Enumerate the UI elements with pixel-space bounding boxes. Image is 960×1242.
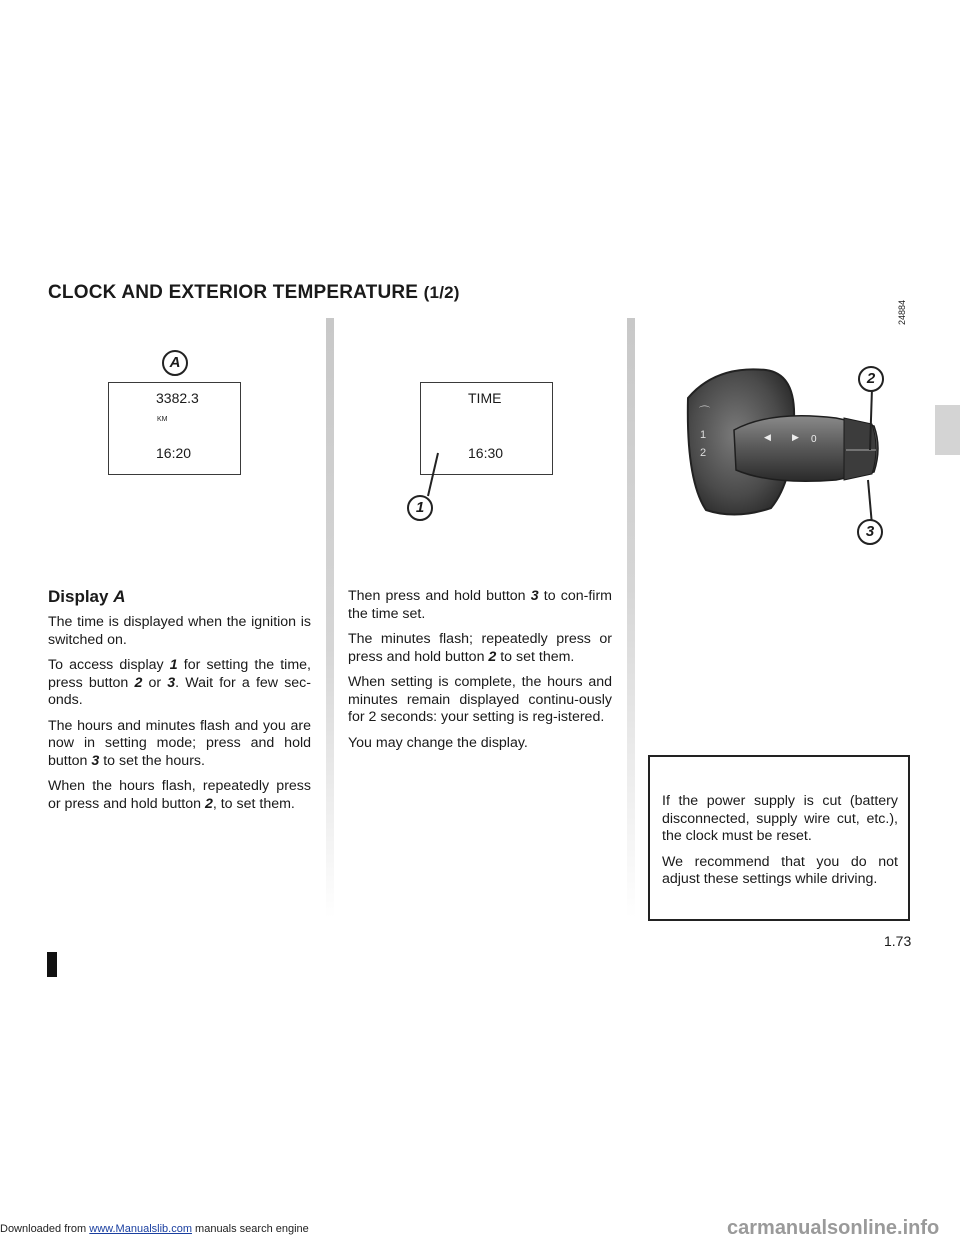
- manualslib-link[interactable]: www.Manualslib.com: [89, 1223, 192, 1235]
- svg-text:⌒: ⌒: [699, 406, 710, 418]
- section-tab: [935, 405, 960, 455]
- svg-text:2: 2: [700, 447, 707, 459]
- odometer-unit: KM: [157, 416, 168, 423]
- paragraph: The time is displayed when the ignition is switched on.: [48, 614, 311, 648]
- title-main: CLOCK AND EXTERIOR TEMPERATURE: [48, 282, 419, 303]
- callout-2: 2: [858, 366, 884, 392]
- paragraph: When the hours flash, repeatedly press or press and hold button 2, to set them.: [48, 778, 311, 812]
- display-a-screen: [108, 382, 241, 475]
- clock-time: 16:20: [156, 445, 192, 461]
- callout-1: 1: [407, 495, 433, 521]
- callout-1-leader: [420, 450, 450, 500]
- time-setting-label: TIME: [468, 390, 502, 406]
- figure-reference: 24884: [897, 299, 907, 325]
- svg-text:◀: ◀: [764, 432, 771, 442]
- paragraph: When setting is complete, the hours and minutes remain displayed continu-ously for 2 seconds: your setting is reg-istered.: [348, 674, 612, 725]
- paragraph: Then press and hold button 3 to con-firm the time set.: [348, 588, 612, 622]
- svg-text:0: 0: [811, 434, 817, 445]
- svg-text:1: 1: [700, 429, 707, 441]
- heading-letter: A: [113, 587, 126, 606]
- callout-leaders: [850, 380, 890, 530]
- paragraph: The minutes flash; repeatedly press or press and hold button 2 to set them.: [348, 631, 612, 665]
- paragraph: To access display 1 for setting the time, press button 2 or 3. Wait for a few sec-onds.: [48, 657, 311, 708]
- title-part: (1/2): [423, 283, 460, 302]
- watermark-site: carmanualsonline.info: [727, 1217, 940, 1239]
- heading-text: Display: [48, 587, 109, 606]
- page-title: [48, 282, 460, 304]
- paragraph: The hours and minutes flash and you are now in setting mode; press and hold button 3 to set the hours.: [48, 717, 311, 769]
- column-divider-right: [627, 318, 635, 918]
- time-setting-value: 16:30: [468, 445, 504, 461]
- note-box: [648, 755, 910, 921]
- footer-download-note: Downloaded from www.Manualslib.com manuals search engine: [0, 1223, 309, 1235]
- svg-text:▶: ▶: [792, 432, 799, 442]
- callout-3: 3: [857, 519, 883, 545]
- page-number: 1.73: [884, 933, 912, 949]
- note-paragraph: We recommend that you do not adjust these settings while driving.: [662, 853, 898, 887]
- note-paragraph: If the power supply is cut (battery disconnected, supply wire cut, etc.), the clock must be reset.: [662, 793, 898, 844]
- display-a-label: A: [162, 350, 188, 376]
- paragraph: You may change the display.: [348, 734, 528, 751]
- section-heading: [48, 587, 126, 607]
- middle-column-text: [348, 588, 612, 760]
- column-divider-left: [326, 318, 334, 918]
- left-column-text: [48, 614, 311, 821]
- odometer-value: 3382.3: [156, 390, 199, 406]
- thumb-marker: [47, 952, 57, 977]
